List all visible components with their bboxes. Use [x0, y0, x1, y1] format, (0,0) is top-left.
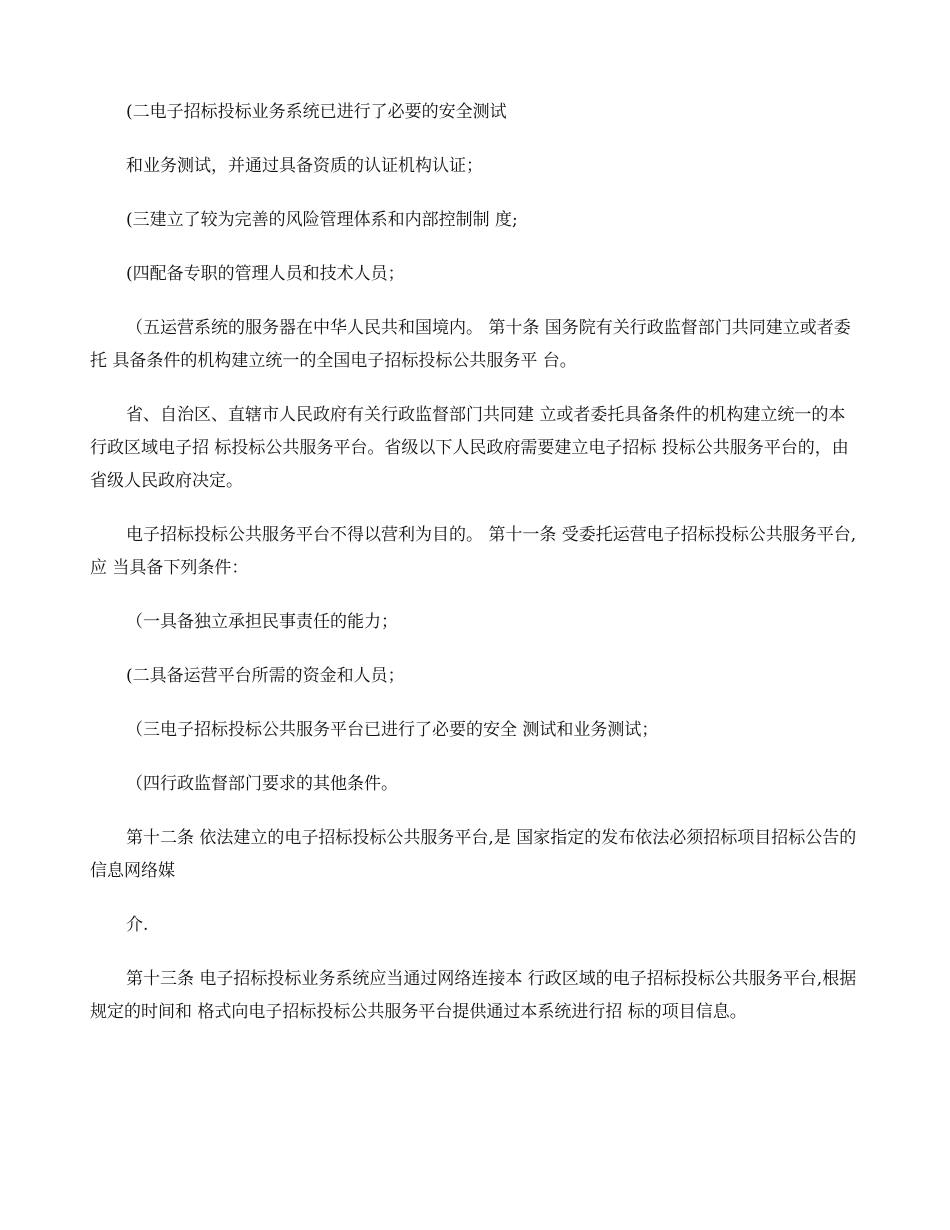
- paragraph: 第十三条 电子招标投标业务系统应当通过网络连接本 行政区域的电子招标投标公共服务平台,根据规定的时间和 格式向电子招标投标公共服务平台提供通过本系统进行招 标的项目信息。: [90, 969, 857, 1022]
- paragraph: 介.: [126, 915, 149, 935]
- paragraph: (二电子招标投标业务系统已进行了必要的安全测试: [126, 102, 507, 122]
- paragraph: （三电子招标投标公共服务平台已进行了必要的安全 测试和业务测试；: [126, 720, 659, 740]
- paragraph: （一具备独立承担民事责任的能力；: [126, 612, 398, 632]
- paragraph: (四配备专职的管理人员和技术人员；: [126, 264, 405, 284]
- paragraph: (二具备运营平台所需的资金和人员；: [126, 666, 405, 686]
- paragraph: (三建立了较为完善的风险管理体系和内部控制制 度;: [126, 210, 518, 230]
- paragraph: 和业务测试，并通过具备资质的认证机构认证；: [126, 156, 483, 176]
- paragraph: 第十二条 依法建立的电子招标投标公共服务平台,是 国家指定的发布依法必须招标项目招标公告的信息网络媒: [90, 828, 857, 881]
- paragraph: （五运营系统的服务器在中华人民共和国境内。 第十条 国务院有关行政监督部门共同建立或者委托 具备条件的机构建立统一的全国电子招标投标公共服务平 台。: [90, 318, 851, 371]
- paragraph: （四行政监督部门要求的其他条件。: [126, 774, 398, 794]
- paragraph: 省、自治区、直辖市人民政府有关行政监督部门共同建 立或者委托具备条件的机构建立统一的本行政区域电子招 标投标公共服务平台。省级以下人民政府需要建立电子招标 投标公共服务平台的，由省级人民政府决定。: [90, 405, 849, 491]
- document-body: [90, 96, 862, 1050]
- paragraph: 电子招标投标公共服务平台不得以营利为目的。 第十一条 受委托运营电子招标投标公共服务平台,应 当具备下列条件：: [90, 525, 857, 578]
